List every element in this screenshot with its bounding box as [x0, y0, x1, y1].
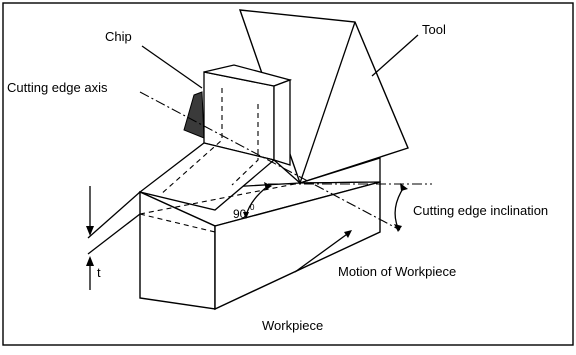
depth-arrow-up-icon: [86, 256, 94, 266]
motion-label: Motion of Workpiece: [338, 264, 457, 279]
tool-label: Tool: [422, 22, 446, 37]
cutting-edge-axis-label: Cutting edge axis: [7, 80, 108, 95]
workpiece-label: Workpiece: [262, 318, 324, 333]
depth-label: t: [97, 265, 101, 280]
tool-leader: [372, 35, 418, 76]
chip-leader: [142, 46, 202, 88]
chip-label: Chip: [105, 29, 132, 44]
inclination-arc: [395, 187, 404, 228]
angle-degree-label: 0: [250, 203, 255, 212]
cutting-edge-inclination-label: Cutting edge inclination: [413, 203, 549, 218]
angle-label: 90: [233, 207, 247, 221]
